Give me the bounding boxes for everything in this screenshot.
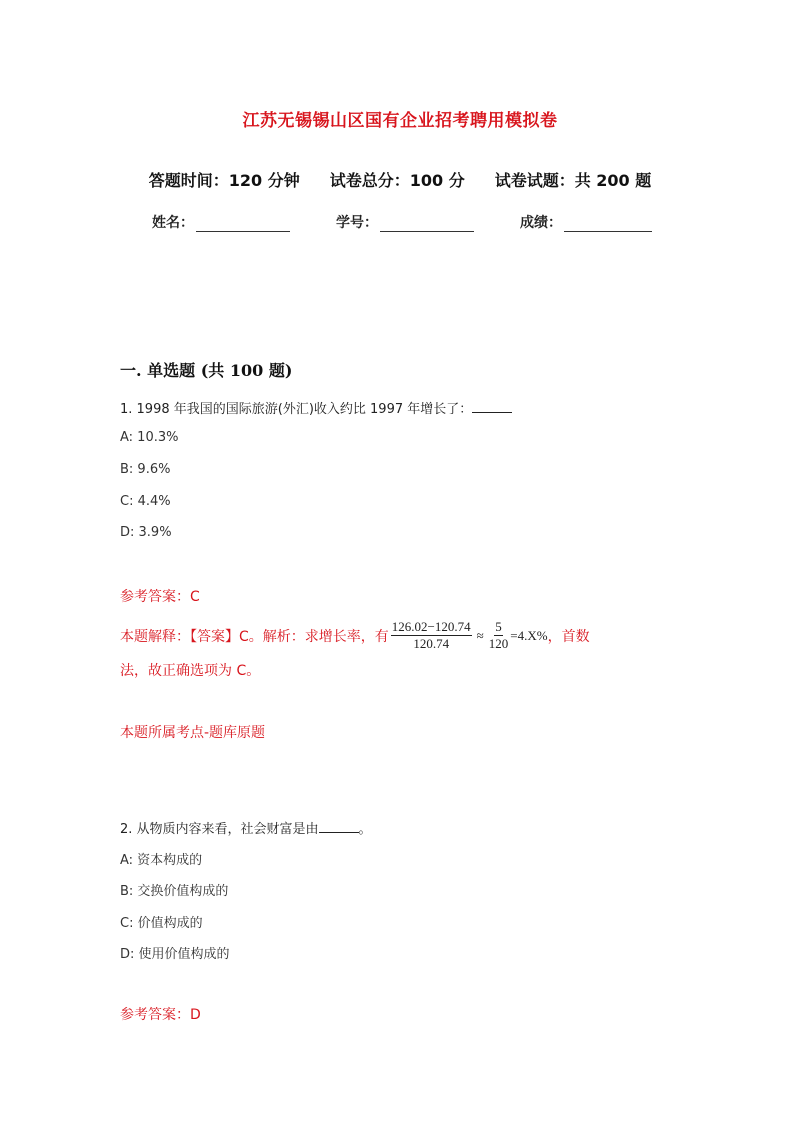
answer-blank: [319, 820, 359, 833]
exam-title: 江苏无锡锡山区国有企业招考聘用模拟卷: [242, 111, 558, 131]
approx-sign: ≈: [476, 627, 484, 643]
question-2-option-a: A: 资本构成的: [120, 853, 203, 868]
question-2-option-b: B: 交换价值构成的: [120, 884, 229, 899]
id-field: [336, 212, 474, 232]
id-blank: [380, 215, 474, 232]
question-2-text: 2. 从物质内容来看，社会财富是由: [120, 822, 319, 837]
fraction-2: [489, 620, 509, 651]
score-blank: [564, 215, 652, 232]
name-blank: [196, 215, 290, 232]
explanation-suffix: ，首数: [547, 628, 590, 645]
name-label: 姓名：: [152, 215, 194, 231]
question-2-answer: 参考答案：D: [120, 1007, 201, 1023]
question-1-text: 1. 1998 年我国的国际旅游(外汇)收入约比 1997 年增长了：: [120, 402, 473, 417]
formula-result: =4.X%: [510, 627, 548, 643]
score-label: 成绩：: [520, 215, 562, 231]
exam-duration: 答题时间：120 分钟: [148, 171, 300, 190]
exam-meta: [0, 168, 800, 191]
fraction-1-numerator: 126.02−120.74: [391, 619, 471, 634]
question-1-explanation: [120, 620, 590, 651]
exam-question-count: 试卷试题：共 200 题: [494, 171, 652, 190]
fraction-2-denominator: 120: [488, 636, 509, 651]
explanation-prefix: 本题解释：【答案】C。解析：求增长率，有: [120, 628, 389, 645]
question-2-stem: [120, 818, 372, 837]
question-2-end: 。: [358, 822, 372, 837]
section-heading: 一. 单选题 (共 100 题): [120, 361, 293, 380]
fraction-2-numerator: 5: [495, 619, 502, 634]
question-2-option-d: D: 使用价值构成的: [120, 947, 230, 962]
score-field: [520, 212, 652, 232]
question-1-option-b: B: 9.6%: [120, 462, 171, 477]
question-1-topic: 本题所属考点-题库原题: [120, 725, 266, 741]
growth-formula: [389, 620, 548, 651]
answer-blank: [472, 400, 512, 413]
fraction-1-denominator: 120.74: [413, 636, 450, 651]
question-2-option-c: C: 价值构成的: [120, 916, 203, 931]
name-field: [152, 212, 290, 232]
question-1-stem: [120, 398, 512, 417]
question-1-explanation-line2: 法，故正确选项为 C。: [120, 663, 261, 679]
student-info: [152, 212, 712, 232]
fraction-1: [391, 620, 472, 651]
question-1-option-d: D: 3.9%: [120, 525, 172, 540]
id-label: 学号：: [336, 215, 378, 231]
question-1-answer: 参考答案：C: [120, 589, 200, 605]
exam-total-score: 试卷总分：100 分: [329, 171, 465, 190]
question-1-option-a: A: 10.3%: [120, 430, 179, 445]
question-1-option-c: C: 4.4%: [120, 494, 171, 509]
